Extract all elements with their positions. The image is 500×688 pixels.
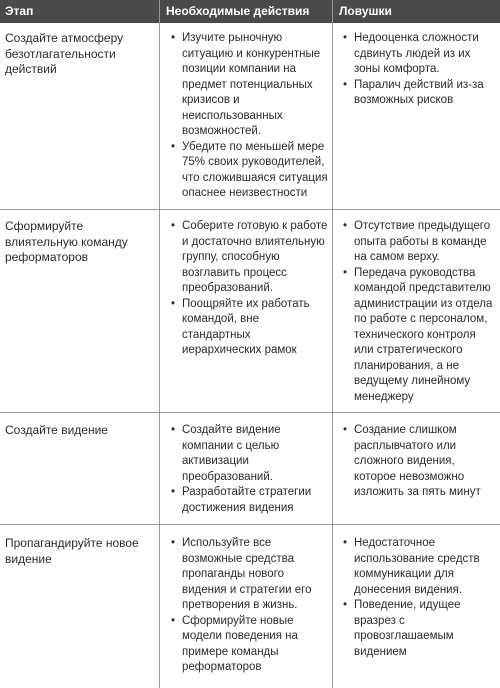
list-item: • Используйте все возможные средства пропаганды нового видения и стратегии его претворения в жизнь. bbox=[168, 536, 328, 614]
actions-cell bbox=[168, 219, 328, 359]
list-item: • Разработайте стратегии достижения видения bbox=[168, 485, 328, 516]
pitfalls-cell bbox=[340, 219, 498, 405]
table-header bbox=[0, 0, 500, 23]
list-item: • Сформируйте новые модели поведения на примере команды реформаторов bbox=[168, 614, 328, 676]
header-actions: Необходимые действия bbox=[166, 4, 310, 18]
stage-cell: Пропагандируйте новое видение bbox=[5, 536, 139, 566]
row-divider bbox=[0, 524, 500, 525]
stage-cell: Создайте атмосферу безотлагательности действий bbox=[5, 31, 124, 76]
actions-cell bbox=[168, 536, 328, 676]
list-item: • Поведение, идущее вразрез с провозглашаемым видением bbox=[340, 598, 498, 660]
row-divider bbox=[0, 209, 500, 210]
pitfalls-cell bbox=[340, 423, 498, 501]
row-divider bbox=[0, 412, 500, 413]
list-item: • Недостаточное использование средств коммуникации для донесения видения. bbox=[340, 536, 498, 598]
list-item: • Убедите по меньшей мере 75% своих руководителей, что сложившаяся ситуация опаснее неизвестности bbox=[168, 140, 328, 202]
list-item: • Создание слишком расплывчатого или сложного видения, которое невозможно изложить за пять минут bbox=[340, 423, 498, 501]
list-item: • Поощряйте их работать командой, вне стандартных иерархических рамок bbox=[168, 297, 328, 359]
stage-cell: Сформируйте влиятельную команду реформаторов bbox=[5, 219, 128, 264]
actions-cell bbox=[168, 423, 328, 516]
list-item: • Передача руководства командой представителю администрации из отдела по работе с персоналом, технического контроля или стратегического планирования, а не ведущему линейному менеджеру bbox=[340, 266, 498, 406]
stage-cell: Создайте видение bbox=[5, 423, 108, 437]
actions-cell bbox=[168, 31, 328, 202]
header-stage: Этап bbox=[5, 4, 34, 18]
list-item: • Изучите рыночную ситуацию и конкурентные позиции компании на предмет потенциальных кризисов и неиспользованных возможностей. bbox=[168, 31, 328, 140]
pitfalls-cell bbox=[340, 536, 498, 660]
pitfalls-cell bbox=[340, 31, 498, 109]
list-item: • Паралич действий из-за возможных рисков bbox=[340, 78, 498, 109]
column-divider bbox=[159, 0, 160, 688]
list-item: • Недооценка сложности сдвинуть людей из их зоны комфорта. bbox=[340, 31, 498, 78]
column-divider bbox=[332, 0, 333, 688]
list-item: • Создайте видение компании с целью активизации преобразований. bbox=[168, 423, 328, 485]
list-item: • Соберите готовую к работе и достаточно влиятельную группу, способную возглавить процесс преобразований. bbox=[168, 219, 328, 297]
header-pitfalls: Ловушки bbox=[339, 4, 392, 18]
list-item: • Отсутствие предыдущего опыта работы в команде на самом верху. bbox=[340, 219, 498, 266]
